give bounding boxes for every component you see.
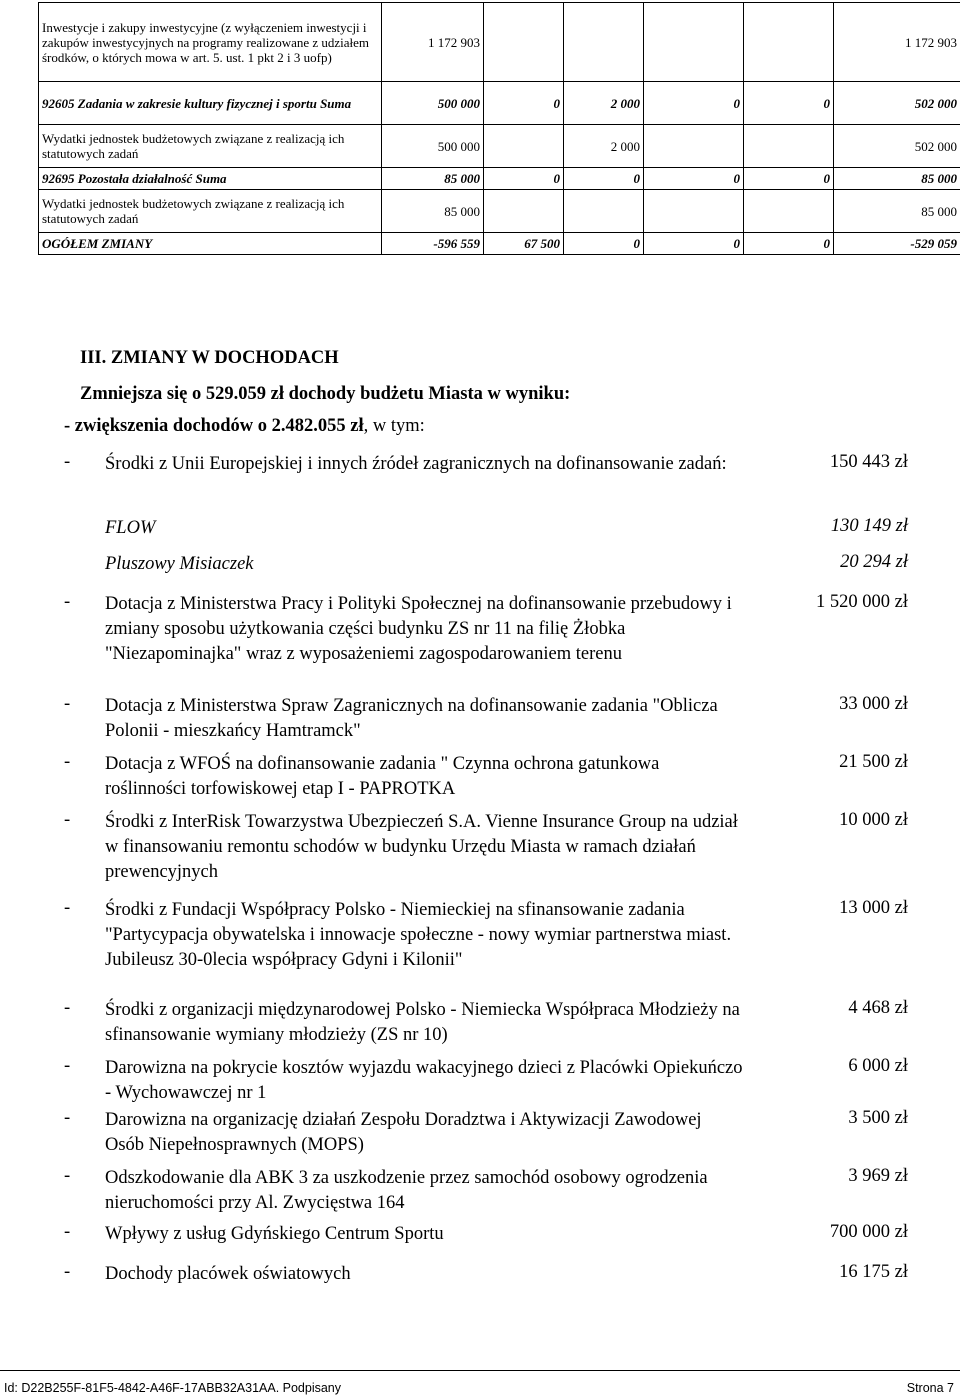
list-item-amount: 13 000 zł — [839, 898, 908, 918]
table-cell: -596 559 — [382, 233, 484, 255]
list-item-text: Odszkodowanie dla ABK 3 za uszkodzenie przez samochód osobowy ogrodzenia nieruchomości przy Al. Zwycięstwa 164 — [105, 1168, 708, 1213]
list-item-amount: 33 000 zł — [839, 694, 908, 714]
list-item-amount: 1 520 000 zł — [816, 592, 908, 612]
table-cell: 0 — [564, 168, 644, 190]
list-dash: - — [64, 1166, 71, 1186]
list-item-text: Wpływy z usług Gdyńskiego Centrum Sportu — [105, 1224, 444, 1244]
table-cell: 2 000 — [564, 82, 644, 125]
table-cell: 0 — [744, 168, 834, 190]
table-cell: 0 — [644, 168, 744, 190]
table-cell: 1 172 903 — [834, 3, 960, 82]
table-cell — [744, 190, 834, 233]
list-item-text: Środki z Unii Europejskiej i innych źródeł zagranicznych na dofinansowanie zadań: — [105, 454, 727, 474]
list-item-text: Środki z InterRisk Towarzystwa Ubezpieczeń S.A. Vienne Insurance Group na udział w finansowaniu remontu schodów w budynku Urzędu Miasta w ramach działań prewencyjnych — [105, 812, 738, 882]
table-cell — [564, 190, 644, 233]
table-row — [39, 168, 960, 190]
table-cell — [484, 3, 564, 82]
document-id: Id: D22B255F-81F5-4842-A46F-17ABB32A31AA. Podpisany — [4, 1381, 342, 1395]
table-cell — [484, 125, 564, 168]
table-cell: 1 172 903 — [382, 3, 484, 82]
table-cell — [564, 3, 644, 82]
list-dash: - — [64, 694, 71, 714]
list-item-amount: 10 000 zł — [839, 810, 908, 830]
section-subintro-rest: , w tym: — [363, 416, 425, 436]
list-item-text: Pluszowy Misiaczek — [105, 554, 254, 574]
list-dash: - — [64, 898, 71, 918]
list-item-amount: 20 294 zł — [840, 552, 908, 572]
table-cell: 85 000 — [834, 190, 960, 233]
list-dash: - — [64, 592, 71, 612]
section-title: III. ZMIANY W DOCHODACH — [80, 348, 339, 368]
table-cell: 0 — [644, 233, 744, 255]
list-item-text: Dotacja z Ministerstwa Pracy i Polityki Społecznej na dofinansowanie przebudowy i zmiany sposobu użytkowania części budynku ZS nr 11 na filię Żłobka "Niezapominajka" wraz z wyposażeniemi zagospodarowaniem terenu — [105, 594, 732, 664]
list-item-amount: 130 149 zł — [830, 516, 908, 536]
table-cell-description: 92695 Pozostała działalność Suma — [39, 168, 382, 190]
footer-divider — [0, 1370, 960, 1371]
table-cell — [644, 190, 744, 233]
page-number: Strona 7 — [906, 1381, 954, 1395]
table-cell: 67 500 — [484, 233, 564, 255]
table-cell: 502 000 — [834, 82, 960, 125]
list-item-text: Darowizna na pokrycie kosztów wyjazdu wakacyjnego dzieci z Placówki Opiekuńczo - Wychowawczej nr 1 — [105, 1058, 743, 1103]
list-item-text: Środki z organizacji międzynarodowej Polsko - Niemiecka Współpraca Młodzieży na sfinansowanie wymiany młodzieży (ZS nr 10) — [105, 1000, 740, 1045]
list-dash: - — [64, 452, 71, 472]
list-item-amount: 150 443 zł — [829, 452, 908, 472]
list-dash: - — [64, 998, 71, 1018]
section-subintro — [64, 416, 425, 437]
table-cell: 0 — [564, 233, 644, 255]
table-cell: 500 000 — [382, 82, 484, 125]
list-item-amount: 3 969 zł — [848, 1166, 908, 1186]
list-item-amount: 16 175 zł — [839, 1262, 908, 1282]
table-row-total — [39, 233, 960, 255]
list-dash: - — [64, 810, 71, 830]
table-row — [39, 125, 960, 168]
table-cell: 85 000 — [382, 168, 484, 190]
table-cell — [484, 190, 564, 233]
list-item-amount: 21 500 zł — [839, 752, 908, 772]
table-cell — [744, 3, 834, 82]
list-item-text: Darowizna na organizację działań Zespołu Doradztwa i Aktywizacji Zawodowej Osób Niepełnosprawnych (MOPS) — [105, 1110, 702, 1155]
table-cell: -529 059 — [834, 233, 960, 255]
table-cell: 0 — [744, 82, 834, 125]
list-item-text: Dochody placówek oświatowych — [105, 1264, 351, 1284]
list-item-text: Środki z Fundacji Współpracy Polsko - Niemieckiej na sfinansowanie zadania "Partycypacja obywatelska i innowacje społeczne - nowy wymiar partnerstwa miast. Jubileusz 30-0lecia współpracy Gdyni i Kilonii" — [105, 900, 732, 970]
table-cell-description: 92605 Zadania w zakresie kultury fizycznej i sportu Suma — [39, 82, 382, 125]
table-row — [39, 190, 960, 233]
list-dash: - — [64, 1108, 71, 1128]
list-item-amount: 700 000 zł — [829, 1222, 908, 1242]
table-cell: 0 — [484, 168, 564, 190]
list-item-text: Dotacja z WFOŚ na dofinansowanie zadania " Czynna ochrona gatunkowa roślinności torfowiskowej etap I - PAPROTKA — [105, 754, 660, 799]
table-cell-description: Wydatki jednostek budżetowych związane z realizacją ich statutowych zadań — [39, 190, 382, 233]
table-cell — [644, 125, 744, 168]
table-cell: 0 — [744, 233, 834, 255]
table-cell — [644, 3, 744, 82]
table-row — [39, 82, 960, 125]
list-dash: - — [64, 752, 71, 772]
table-cell-description: Wydatki jednostek budżetowych związane z realizacją ich statutowych zadań — [39, 125, 382, 168]
section-intro: Zmniejsza się o 529.059 zł dochody budżetu Miasta w wyniku: — [80, 384, 571, 404]
list-item-text: Dotacja z Ministerstwa Spraw Zagranicznych na dofinansowanie zadania "Oblicza Polonii - mieszkańcy Hamtramck" — [105, 696, 718, 741]
table-cell-description: Inwestycje i zakupy inwestycyjne (z wyłączeniem inwestycji i zakupów inwestycyjnych na programy realizowane z udziałem środków, o których mowa w art. 5. ust. 1 pkt 2 i 3 uofp) — [39, 3, 382, 82]
table-cell: 85 000 — [382, 190, 484, 233]
section-subintro-bold: - zwiększenia dochodów o 2.482.055 zł — [64, 416, 364, 436]
list-item-amount: 3 500 zł — [848, 1108, 908, 1128]
table-cell: 500 000 — [382, 125, 484, 168]
table-cell: 2 000 — [564, 125, 644, 168]
table-cell: 85 000 — [834, 168, 960, 190]
list-item-amount: 4 468 zł — [848, 998, 908, 1018]
list-dash: - — [64, 1056, 71, 1076]
table-cell — [744, 125, 834, 168]
list-item-amount: 6 000 zł — [848, 1056, 908, 1076]
list-dash: - — [64, 1262, 71, 1282]
table-cell: 0 — [644, 82, 744, 125]
table-cell: 502 000 — [834, 125, 960, 168]
table-row — [39, 3, 960, 82]
list-dash: - — [64, 1222, 71, 1242]
list-item-text: FLOW — [105, 518, 156, 538]
table-cell: 0 — [484, 82, 564, 125]
budget-changes-table — [38, 2, 960, 255]
table-cell-description: OGÓŁEM ZMIANY — [39, 233, 382, 255]
